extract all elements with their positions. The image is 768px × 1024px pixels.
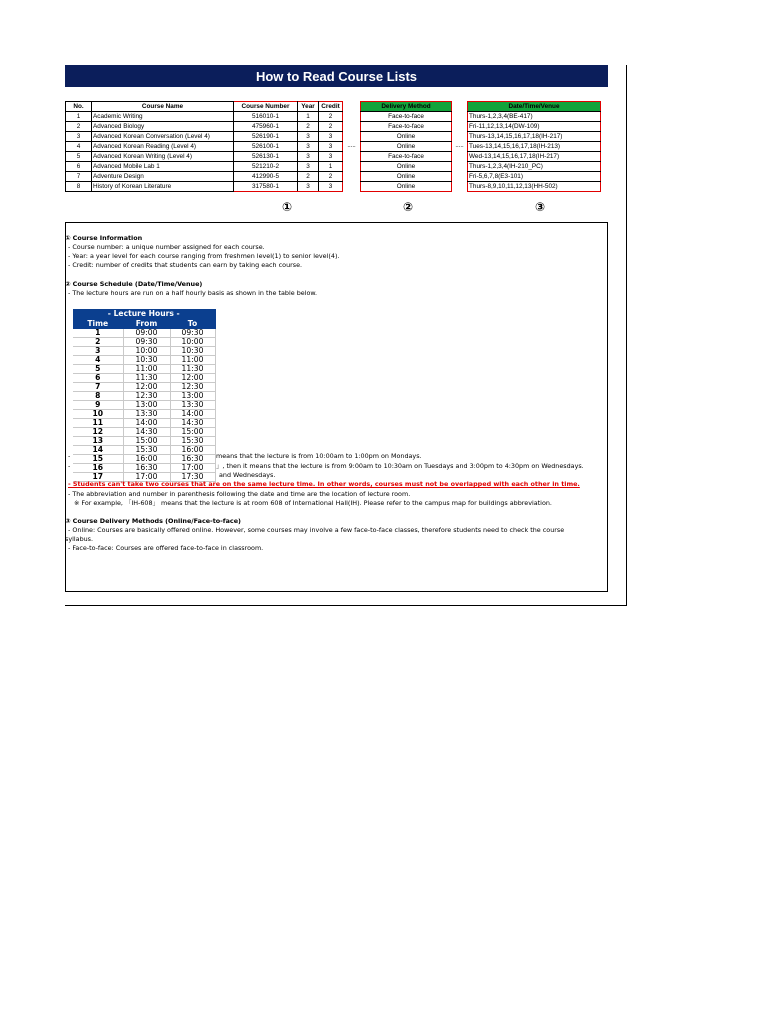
lecture-period: 8 [73,392,123,401]
course-no: 3 [66,132,92,142]
row-dots [452,122,468,132]
section-3-line-2: - Face-to-face: Courses are offered face-to-face in classroom. [68,544,264,552]
course-row [66,162,601,172]
header-year: Year [298,102,319,112]
course-number: 526190-1 [234,132,298,142]
course-name: Advanced Korean Writing (Level 4) [92,152,234,162]
course-no: 6 [66,162,92,172]
marker-2: ② [403,200,414,214]
course-row [66,132,601,142]
course-date-time-venue: Fri-5,6,7,8(E3-101) [468,172,601,182]
row-dots [343,162,361,172]
lecture-from: 16:30 [123,464,170,473]
lecture-from: 14:00 [123,419,170,428]
lecture-from: 09:30 [123,338,170,347]
dash-1: - [68,452,71,460]
lecture-to: 17:30 [170,473,215,482]
course-delivery-method: Online [361,172,452,182]
course-no: 5 [66,152,92,162]
section-1-line-1: - Course number: a unique number assigned for each course. [68,243,265,251]
lecture-from: 16:00 [123,455,170,464]
lecture-to: 12:30 [170,383,215,392]
lecture-period: 1 [73,329,123,338]
page-border-bottom [65,605,627,606]
lecture-from: 12:00 [123,383,170,392]
lecture-to: 14:00 [170,410,215,419]
course-delivery-method: Face-to-face [361,152,452,162]
course-name: Advanced Korean Conversation (Level 4) [92,132,234,142]
row-dots [343,122,361,132]
course-delivery-method: Face-to-face [361,122,452,132]
course-credit: 3 [319,182,343,192]
lecture-period: 6 [73,374,123,383]
row-dots: ..... [455,143,464,149]
course-name: Academic Writing [92,112,234,122]
lecture-period: 7 [73,383,123,392]
course-list-table [65,101,601,192]
lecture-to: 16:30 [170,455,215,464]
row-dots [343,182,361,192]
lecture-period: 3 [73,347,123,356]
course-row [66,122,601,132]
lecture-from: 17:00 [123,473,170,482]
overlap-warning: - Students can't take two courses that are on the same lecture time. In other words, courses must not be overlapped with each other in time. [68,480,580,488]
header-credit: Credit [319,102,343,112]
row-dots [343,172,361,182]
course-credit: 2 [319,112,343,122]
lecture-to: 12:00 [170,374,215,383]
header-date-time-venue: Date/Time/Venue [468,102,601,112]
course-number: 317580-1 [234,182,298,192]
course-name: Advanced Korean Reading (Level 4) [92,142,234,152]
course-name: Advanced Mobile Lab 1 [92,162,234,172]
lecture-period: 2 [73,338,123,347]
lecture-to: 16:00 [170,446,215,455]
lecture-hours-title: - Lecture Hours - [73,309,215,319]
lecture-period: 5 [73,365,123,374]
lecture-to: 14:30 [170,419,215,428]
course-year: 2 [298,172,319,182]
course-number: 516010-1 [234,112,298,122]
course-name: History of Korean Literature [92,182,234,192]
lecture-period: 10 [73,410,123,419]
lecture-period: 12 [73,428,123,437]
lecture-from: 09:00 [123,329,170,338]
row-dots: ..... [347,143,356,149]
section-2-line-1: - The lecture hours are run on a half hourly basis as shown in the table below. [68,289,318,297]
lecture-to: 15:30 [170,437,215,446]
course-no: 7 [66,172,92,182]
section-3-line-1b: syllabus. [65,535,94,543]
course-date-time-venue: Thurs-1,2,3,4(IH-210_PC) [468,162,601,172]
lecture-period: 11 [73,419,123,428]
lecture-to: 13:30 [170,401,215,410]
course-row [66,142,601,152]
marker-1: ① [282,200,293,214]
lecture-to: 09:30 [170,329,215,338]
section-1-title: ① Course Information [65,234,143,242]
lecture-from: 11:30 [123,374,170,383]
course-date-time-venue: Thurs-8,9,10,11,12,13(HH-502) [468,182,601,192]
lecture-hours-header-from: From [123,319,170,329]
course-year: 3 [298,132,319,142]
lecture-to: 10:30 [170,347,215,356]
lecture-hours-table [73,309,216,482]
lecture-from: 11:00 [123,365,170,374]
course-credit: 3 [319,142,343,152]
row-dots [343,132,361,142]
lecture-from: 15:00 [123,437,170,446]
course-year: 3 [298,152,319,162]
course-year: 3 [298,182,319,192]
section-1-line-3: - Credit: number of credits that students can earn by taking each course. [68,261,303,269]
lecture-period: 15 [73,455,123,464]
course-name: Adventure Design [92,172,234,182]
course-year: 1 [298,112,319,122]
course-no: 2 [66,122,92,132]
row-dots [452,112,468,122]
course-delivery-method: Online [361,182,452,192]
lecture-to: 13:00 [170,392,215,401]
lecture-period: 4 [73,356,123,365]
row-dots [343,112,361,122]
course-credit: 2 [319,172,343,182]
row-dots [452,132,468,142]
course-date-time-venue: Fri-11,12,13,14(DW-109) [468,122,601,132]
lecture-from: 13:30 [123,410,170,419]
course-number: 526100-1 [234,142,298,152]
section-2-line-2: - The abbreviation and number in parenthesis following the date and time are the location of lecture room. [68,490,411,498]
lecture-to: 17:00 [170,464,215,473]
row-dots [452,162,468,172]
course-year: 2 [298,122,319,132]
header-no: No. [66,102,92,112]
section-1-line-2: - Year: a year level for each course ranging from freshmen level(1) to senior level(4). [68,252,340,260]
lecture-from: 10:30 [123,356,170,365]
section-2-line-3: ※ For example, 「IH-608」 means that the lecture is at room 608 of International Hall(IH). Please refer to the campus map for buildings abbreviation. [74,499,552,507]
section-3-line-1: - Online: Courses are basically offered online. However, some courses may involve a few face-to-face classes, therefore students need to check the course [68,526,565,534]
course-delivery-method: Face-to-face [361,112,452,122]
course-row [66,182,601,192]
course-no: 4 [66,142,92,152]
course-delivery-method: Online [361,132,452,142]
lecture-period: 16 [73,464,123,473]
course-number: 412990-5 [234,172,298,182]
course-date-time-venue: Tues-13,14,15,16,17,18(IH-213) [468,142,601,152]
example-1-text: means that the lecture is from 10:00am to 1:00pm on Mondays. [216,452,422,460]
course-delivery-method: Online [361,142,452,152]
row-dots [452,152,468,162]
section-2-title: ② Course Schedule (Date/Time/Venue) [65,280,203,288]
header-course-number: Course Number [234,102,298,112]
example-2-text: 」, then it means that the lecture is from 9:00am to 10:30am on Tuesdays and 3:00pm to 4:30pm on Wednesdays. [216,462,584,470]
lecture-from: 13:00 [123,401,170,410]
lecture-to: 11:00 [170,356,215,365]
course-row [66,112,601,122]
course-credit: 2 [319,122,343,132]
course-delivery-method: Online [361,162,452,172]
header-course-name: Course Name [92,102,234,112]
example-2-text-cont: and Wednesdays. [219,471,276,479]
lecture-from: 12:30 [123,392,170,401]
lecture-from: 15:30 [123,446,170,455]
page-title: How to Read Course Lists [65,65,608,87]
course-number: 521210-2 [234,162,298,172]
lecture-period: 9 [73,401,123,410]
course-row [66,152,601,162]
header-delivery-method: Delivery Method [361,102,452,112]
marker-3: ③ [535,200,546,214]
dash-2: - [68,462,71,470]
section-3-title: ③ Course Delivery Methods (Online/Face-to-face) [65,517,241,525]
lecture-period: 14 [73,446,123,455]
course-date-time-venue: Wed-13,14,15,16,17,18(IH-217) [468,152,601,162]
course-name: Advanced Biology [92,122,234,132]
course-no: 8 [66,182,92,192]
lecture-hours-header-time: Time [73,319,123,329]
row-dots [343,152,361,162]
course-year: 3 [298,162,319,172]
lecture-hours-header-to: To [170,319,215,329]
lecture-period: 17 [73,473,123,482]
lecture-to: 10:00 [170,338,215,347]
page-border-right [626,65,627,606]
course-date-time-venue: Thurs-13,14,15,16,17,18(IH-217) [468,132,601,142]
course-number: 475960-1 [234,122,298,132]
course-date-time-venue: Thurs-1,2,3,4(BE-417) [468,112,601,122]
course-row [66,172,601,182]
course-year: 3 [298,142,319,152]
row-dots [452,172,468,182]
course-no: 1 [66,112,92,122]
course-credit: 3 [319,132,343,142]
lecture-from: 14:30 [123,428,170,437]
course-number: 526130-1 [234,152,298,162]
course-credit: 1 [319,162,343,172]
lecture-to: 15:00 [170,428,215,437]
lecture-from: 10:00 [123,347,170,356]
lecture-to: 11:30 [170,365,215,374]
row-dots [452,182,468,192]
lecture-period: 13 [73,437,123,446]
course-credit: 3 [319,152,343,162]
